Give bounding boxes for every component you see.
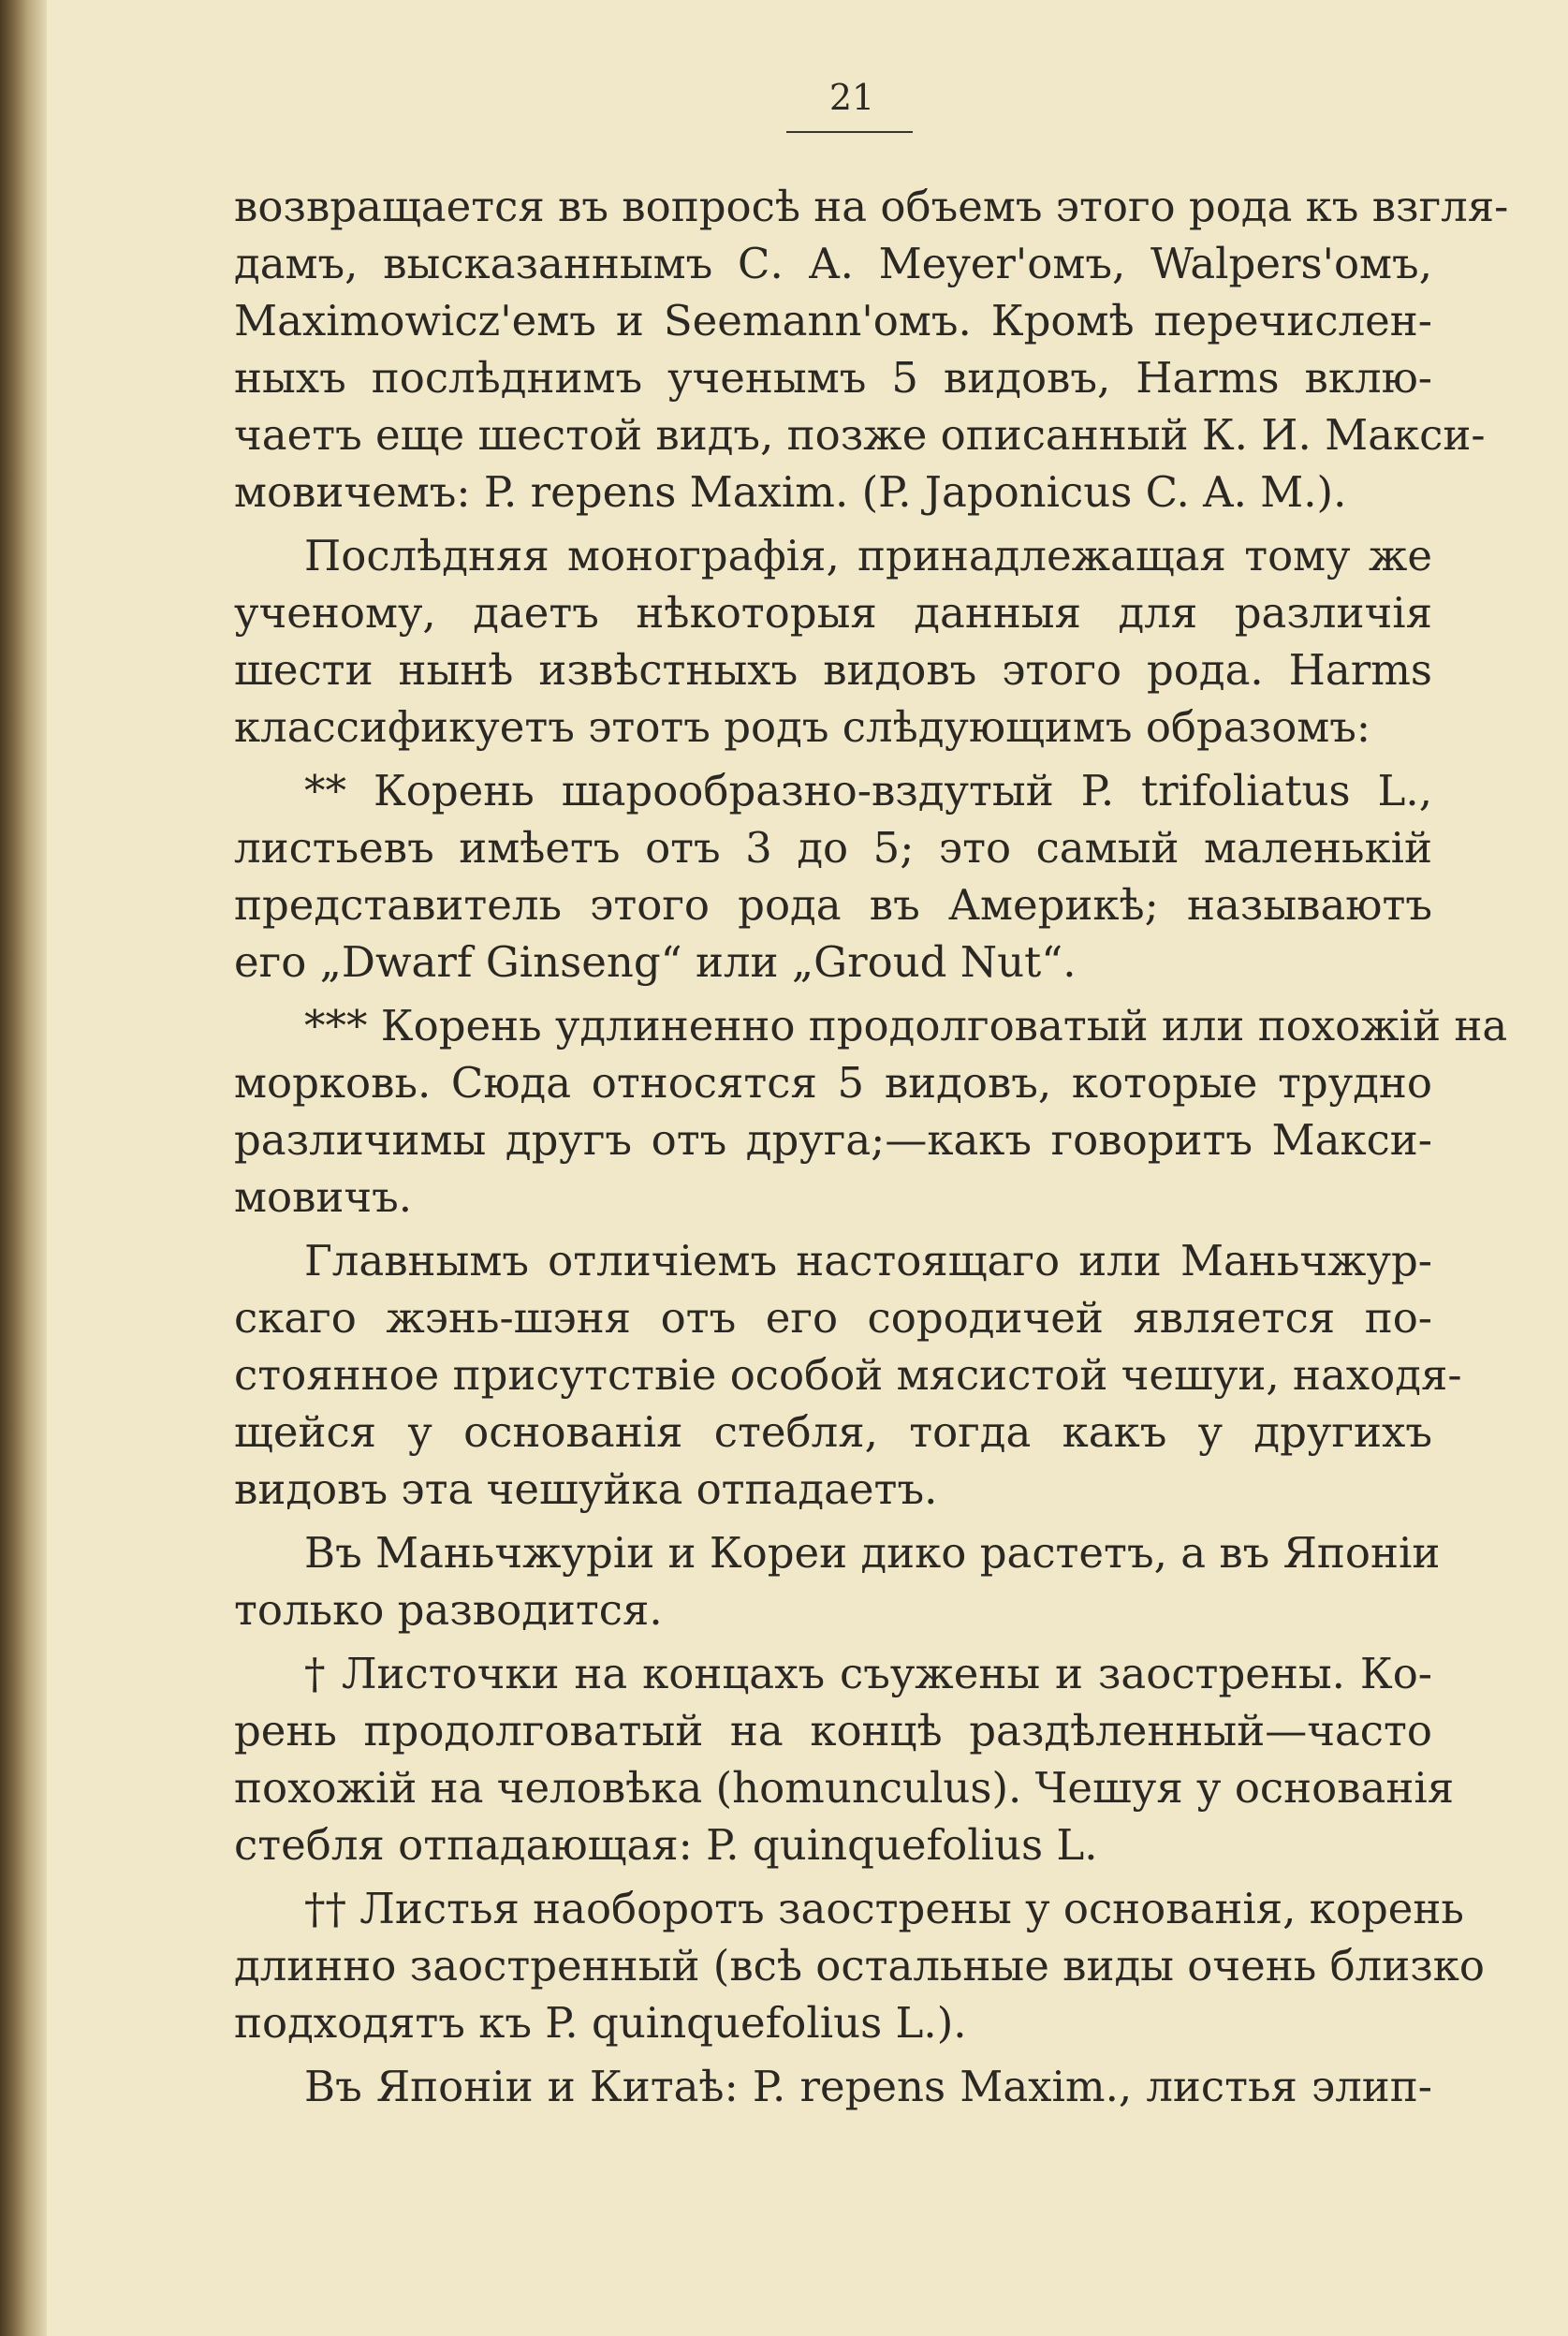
page-number: 21 xyxy=(828,77,875,118)
text-line: только разводится. xyxy=(234,1585,663,1635)
paragraph-gap xyxy=(234,2051,1432,2058)
text-line: † Листочки на концахъ съужены и заострены. Ко- xyxy=(304,1649,1432,1698)
text-line: стебля отпадающая: P. quinquefolius L. xyxy=(234,1820,1098,1870)
paragraph-gap xyxy=(234,521,1432,527)
paragraph-gap xyxy=(234,991,1432,997)
text-line: различимы другъ отъ друга;—какъ говоритъ Макси- xyxy=(234,1115,1432,1165)
text-line: мовичъ. xyxy=(234,1172,413,1222)
text-line: шести нынѣ извѣстныхъ видовъ этого рода. Harms xyxy=(234,645,1432,695)
text-line: ныхъ послѣднимъ ученымъ 5 видовъ, Harms вклю- xyxy=(234,353,1432,403)
text-line: скаго жэнь-шэня отъ его сородичей является по- xyxy=(234,1293,1432,1343)
page-number-rule xyxy=(786,131,913,133)
paragraph-gap xyxy=(234,1518,1432,1524)
text-line: щейся у основанія стебля, тогда какъ у другихъ xyxy=(234,1407,1432,1457)
text-line: возвращается въ вопросѣ на объемъ этого рода къ взгля- xyxy=(234,182,1509,231)
text-line: дамъ, высказаннымъ С. А. Meyer'омъ, Walpers'омъ, xyxy=(234,239,1432,288)
text-line: Послѣдняя монографія, принадлежащая тому же xyxy=(304,531,1432,580)
page-binding-edge xyxy=(0,0,47,2336)
text-line: рень продолговатый на концѣ раздѣленный—часто xyxy=(234,1706,1432,1756)
text-line: листьевъ имѣетъ отъ 3 до 5; это самый маленькій xyxy=(234,823,1432,873)
text-line: представитель этого рода въ Америкѣ; называютъ xyxy=(234,880,1432,930)
text-line: морковь. Сюда относятся 5 видовъ, которые трудно xyxy=(234,1058,1432,1108)
text-line: похожій на человѣка (homunculus). Чешуя у основанія xyxy=(234,1763,1455,1813)
paragraph-gap xyxy=(234,1873,1432,1880)
paragraph-gap xyxy=(234,1226,1432,1232)
text-line: видовъ эта чешуйка отпадаетъ. xyxy=(234,1464,938,1514)
text-line: чаетъ еще шестой видъ, позже описанный К. И. Макси- xyxy=(234,410,1486,460)
paragraph-gap xyxy=(234,1638,1432,1645)
text-line: стоянное присутствіе особой мясистой чешуи, находя- xyxy=(234,1350,1462,1400)
text-line: ** Корень шарообразно-вздутый P. trifoliatus L., xyxy=(304,766,1432,815)
paragraph-gap xyxy=(234,756,1432,762)
text-line: †† Листья наоборотъ заострены у основанія, корень xyxy=(304,1884,1464,1933)
text-line: его „Dwarf Ginseng“ или „Groud Nut“. xyxy=(234,937,1077,987)
text-line: Въ Японіи и Китаѣ: P. repens Maxim., листья элип- xyxy=(304,2062,1432,2111)
body-text xyxy=(234,178,1509,2115)
text-line: Въ Маньчжуріи и Кореи дико растетъ, а въ Японіи xyxy=(304,1528,1441,1578)
text-line: ученому, даетъ нѣкоторыя данныя для различія xyxy=(234,588,1432,638)
text-line: Maximowicz'емъ и Seemann'омъ. Кромѣ перечислен- xyxy=(234,296,1432,345)
text-line: Главнымъ отличіемъ настоящаго или Маньчжур- xyxy=(304,1236,1432,1286)
text-line: длинно заостренный (всѣ остальные виды очень близко xyxy=(234,1941,1486,1991)
text-line: *** Корень удлиненно продолговатый или похожій на xyxy=(304,1001,1508,1050)
text-line: классификуетъ этотъ родъ слѣдующимъ образомъ: xyxy=(234,702,1371,752)
text-line: подходятъ къ P. quinquefolius L.). xyxy=(234,1998,967,2048)
text-line: мовичемъ: P. repens Maxim. (P. Japonicus C. A. M.). xyxy=(234,467,1347,517)
